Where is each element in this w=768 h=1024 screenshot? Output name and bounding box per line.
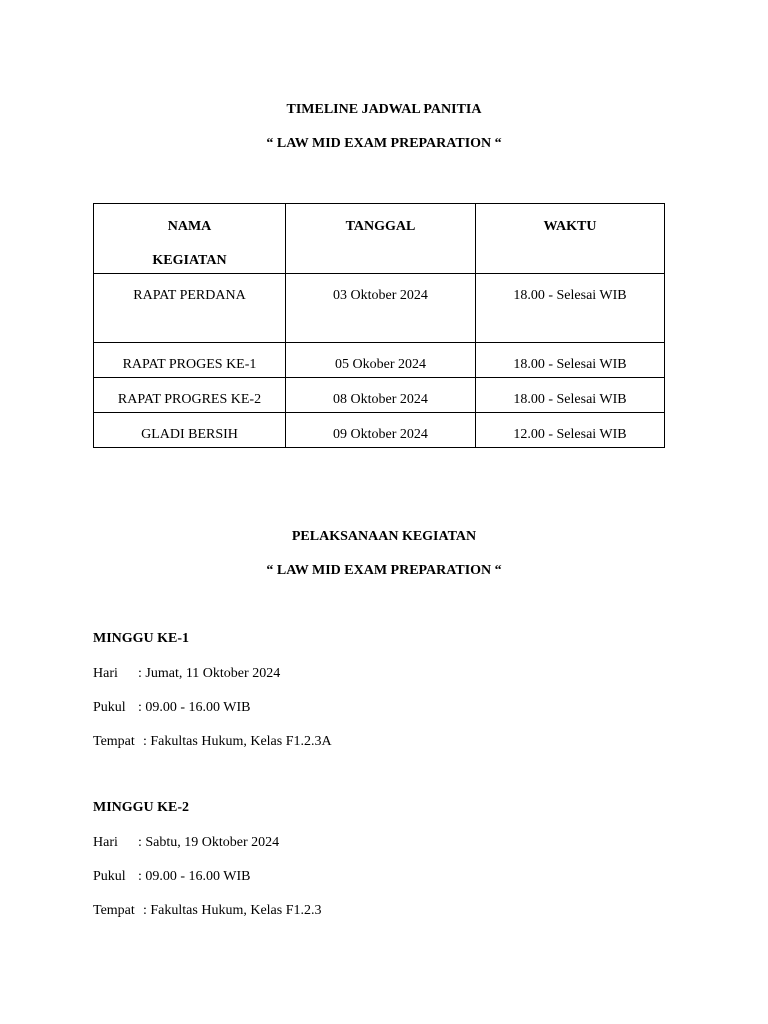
header-tanggal-label: TANGGAL [345,219,416,234]
cell-nama: GLADI BERSIH [94,413,286,448]
cell-tanggal: 05 Okober 2024 [286,343,476,378]
minggu-2-pukul [93,868,251,886]
table-row [94,413,665,448]
cell-nama: RAPAT PROGRES KE-2 [94,378,286,413]
header-waktu [476,204,665,274]
minggu-1-hari [93,665,280,683]
cell-waktu: 12.00 - Selesai WIB [476,413,665,448]
tempat-label: Tempat [93,903,135,918]
cell-nama: RAPAT PERDANA [94,274,286,343]
hari-label: Hari [93,666,118,681]
table-header-row [94,204,665,274]
tempat-value: : Fakultas Hukum, Kelas F1.2.3A [143,734,332,749]
table-row [94,274,665,343]
cell-waktu: 18.00 - Selesai WIB [476,274,665,343]
cell-tanggal: 08 Oktober 2024 [286,378,476,413]
table-row [94,343,665,378]
pukul-label: Pukul [93,700,126,715]
header-nama-line1: NAMA [167,219,212,234]
cell-nama: RAPAT PROGES KE-1 [94,343,286,378]
pelaksanaan-title: PELAKSANAAN KEGIATAN [291,529,477,544]
hari-value: : Jumat, 11 Oktober 2024 [138,666,281,681]
minggu-2-heading: MINGGU KE-2 [93,800,190,815]
cell-tanggal: 03 Oktober 2024 [286,274,476,343]
hari-label: Hari [93,835,118,850]
cell-waktu: 18.00 - Selesai WIB [476,343,665,378]
schedule-table [93,203,665,448]
header-nama-line2: KEGIATAN [152,253,227,268]
cell-waktu: 18.00 - Selesai WIB [476,378,665,413]
header-tanggal [286,204,476,274]
header-nama-kegiatan [94,204,286,274]
minggu-1-heading: MINGGU KE-1 [93,631,190,646]
cell-tanggal: 09 Oktober 2024 [286,413,476,448]
minggu-2-tempat [93,902,322,920]
header-waktu-label: WAKTU [543,219,597,234]
tempat-value: : Fakultas Hukum, Kelas F1.2.3 [143,903,322,918]
pukul-value: : 09.00 - 16.00 WIB [138,700,251,715]
tempat-label: Tempat [93,734,135,749]
pukul-label: Pukul [93,869,126,884]
timeline-title: TIMELINE JADWAL PANITIA [286,102,482,117]
timeline-subtitle: “ LAW MID EXAM PREPARATION “ [266,136,502,151]
minggu-1-tempat [93,733,332,751]
table-row [94,378,665,413]
hari-value: : Sabtu, 19 Oktober 2024 [138,835,280,850]
pelaksanaan-subtitle: “ LAW MID EXAM PREPARATION “ [266,563,502,578]
minggu-1-pukul [93,699,251,717]
pukul-value: : 09.00 - 16.00 WIB [138,869,251,884]
minggu-2-hari [93,834,279,852]
